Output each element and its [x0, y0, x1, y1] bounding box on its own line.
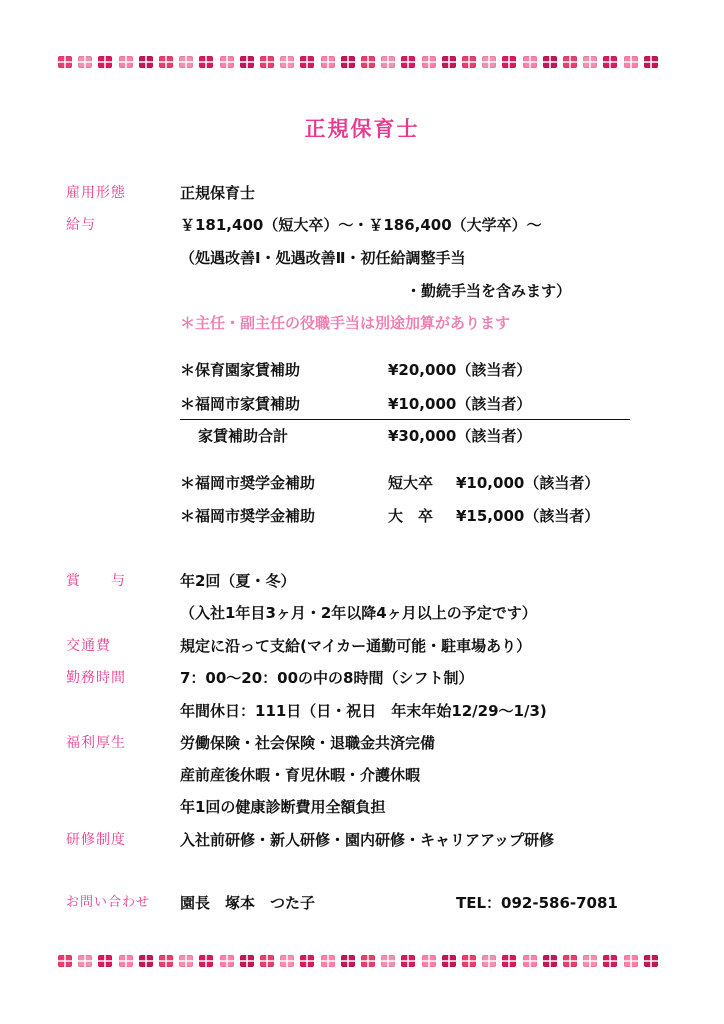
salary-line-2: （処遇改善Ⅰ・処遇改善Ⅱ・初任給調整手当 [180, 249, 466, 267]
bonus-line-2: （入社1年目3ヶ月・2年以降4ヶ月以上の予定です） [180, 604, 537, 622]
gift-box-icon [260, 56, 274, 68]
hours-line-1: 7：00～20：00の中の8時間（シフト制） [180, 669, 474, 687]
gift-box-icon [543, 955, 557, 967]
employment-label: 雇用形態 [66, 185, 126, 201]
gift-box-icon [220, 56, 234, 68]
welfare-row [0, 731, 724, 755]
salary-row [0, 213, 724, 237]
scholarship-amount: ¥15,000（該当者） [456, 507, 600, 525]
gift-box-icon [603, 955, 617, 967]
employment-value: 正規保育士 [180, 184, 256, 202]
gift-box-icon [624, 56, 638, 68]
salary-note: ＊主任・副主任の役職手当は別途加算があります [180, 314, 511, 332]
gift-box-icon [624, 955, 638, 967]
welfare-line-2: 産前産後休暇・育児休暇・介護休暇 [180, 766, 421, 784]
gift-box-icon [422, 955, 436, 967]
housing-item-name: ＊保育園家賃補助 [180, 361, 301, 379]
gift-box-icon [58, 56, 72, 68]
top-gift-border [58, 54, 658, 70]
gift-box-icon [482, 955, 496, 967]
gift-box-icon [280, 56, 294, 68]
gift-box-icon [502, 56, 516, 68]
transport-value: 規定に沿って支給(マイカー通勤可能・駐車場あり） [180, 637, 532, 655]
contact-tel: TEL：092-586-7081 [456, 894, 618, 912]
gift-box-icon [78, 955, 92, 967]
housing-item-amount: ¥20,000（該当者） [388, 361, 532, 379]
gift-box-icon [280, 955, 294, 967]
gift-box-icon [159, 56, 173, 68]
welfare-line-3: 年1回の健康診断費用全額負担 [180, 798, 386, 816]
scholarship-row [0, 504, 724, 528]
salary-label: 給与 [66, 217, 96, 233]
gift-box-icon [300, 955, 314, 967]
gift-box-icon [139, 955, 153, 967]
hours-row [0, 666, 724, 690]
scholarship-level: 大 卒 [388, 507, 434, 525]
bonus-label: 賞 与 [66, 573, 126, 589]
salary-row-3 [0, 279, 724, 303]
contact-row [0, 891, 724, 915]
salary-line-1: ￥181,400（短大卒）～・￥186,400（大学卒）～ [180, 216, 542, 234]
hours-line-2: 年間休日：111日（日・祝日 年末年始12/29～1/3) [180, 702, 547, 720]
page-title: 正規保育士 [304, 117, 420, 141]
training-row [0, 828, 724, 852]
training-value: 入社前研修・新人研修・園内研修・キャリアアップ研修 [180, 831, 554, 849]
salary-note-row [0, 311, 724, 335]
gift-box-icon [442, 955, 456, 967]
scholarship-row [0, 471, 724, 495]
contact-person: 園長 塚本 つた子 [180, 894, 316, 912]
gift-box-icon [401, 56, 415, 68]
gift-box-icon [644, 56, 658, 68]
transport-row [0, 634, 724, 658]
gift-box-icon [98, 56, 112, 68]
gift-box-icon [220, 955, 234, 967]
gift-box-icon [361, 955, 375, 967]
housing-total-amount: ¥30,000（該当者） [388, 427, 532, 445]
gift-box-icon [159, 955, 173, 967]
housing-total-row [0, 424, 724, 448]
scholarship-name: ＊福岡市奨学金補助 [180, 474, 316, 492]
gift-box-icon [583, 955, 597, 967]
housing-divider [180, 419, 630, 420]
housing-total-name: 家賃補助合計 [198, 427, 289, 445]
bonus-row [0, 569, 724, 593]
gift-box-icon [98, 955, 112, 967]
employment-row [0, 181, 724, 205]
gift-box-icon [341, 56, 355, 68]
gift-box-icon [502, 955, 516, 967]
welfare-row-3 [0, 795, 724, 819]
gift-box-icon [381, 56, 395, 68]
gift-box-icon [482, 56, 496, 68]
gift-box-icon [341, 955, 355, 967]
gift-box-icon [422, 56, 436, 68]
gift-box-icon [462, 955, 476, 967]
gift-box-icon [260, 955, 274, 967]
welfare-label: 福利厚生 [66, 735, 126, 751]
gift-box-icon [401, 955, 415, 967]
scholarship-amount: ¥10,000（該当者） [456, 474, 600, 492]
gift-box-icon [442, 56, 456, 68]
gift-box-icon [321, 56, 335, 68]
gift-box-icon [78, 56, 92, 68]
gift-box-icon [199, 56, 213, 68]
gift-box-icon [462, 56, 476, 68]
gift-box-icon [644, 955, 658, 967]
gift-box-icon [179, 56, 193, 68]
gift-box-icon [381, 955, 395, 967]
training-label: 研修制度 [66, 832, 126, 848]
scholarship-level: 短大卒 [388, 474, 434, 492]
gift-box-icon [563, 955, 577, 967]
salary-line-3: ・勤続手当を含みます） [406, 282, 572, 300]
gift-box-icon [119, 955, 133, 967]
gift-box-icon [321, 955, 335, 967]
housing-item-name: ＊福岡市家賃補助 [180, 395, 301, 413]
gift-box-icon [240, 955, 254, 967]
welfare-row-2 [0, 763, 724, 787]
gift-box-icon [603, 56, 617, 68]
bonus-line-1: 年2回（夏・冬） [180, 572, 296, 590]
hours-label: 勤務時間 [66, 670, 126, 686]
gift-box-icon [240, 56, 254, 68]
transport-label: 交通費 [66, 638, 111, 654]
bottom-gift-border [58, 953, 658, 969]
gift-box-icon [300, 56, 314, 68]
gift-box-icon [583, 56, 597, 68]
housing-item-amount: ¥10,000（該当者） [388, 395, 532, 413]
gift-box-icon [58, 955, 72, 967]
housing-row [0, 358, 724, 382]
gift-box-icon [179, 955, 193, 967]
scholarship-name: ＊福岡市奨学金補助 [180, 507, 316, 525]
gift-box-icon [199, 955, 213, 967]
gift-box-icon [119, 56, 133, 68]
hours-row-2 [0, 699, 724, 723]
gift-box-icon [543, 56, 557, 68]
salary-row-2 [0, 246, 724, 270]
housing-row [0, 392, 724, 416]
gift-box-icon [563, 56, 577, 68]
gift-box-icon [523, 56, 537, 68]
gift-box-icon [139, 56, 153, 68]
bonus-row-2 [0, 601, 724, 625]
gift-box-icon [361, 56, 375, 68]
gift-box-icon [523, 955, 537, 967]
contact-label: お問い合わせ [66, 895, 151, 910]
welfare-line-1: 労働保険・社会保険・退職金共済完備 [180, 734, 436, 752]
